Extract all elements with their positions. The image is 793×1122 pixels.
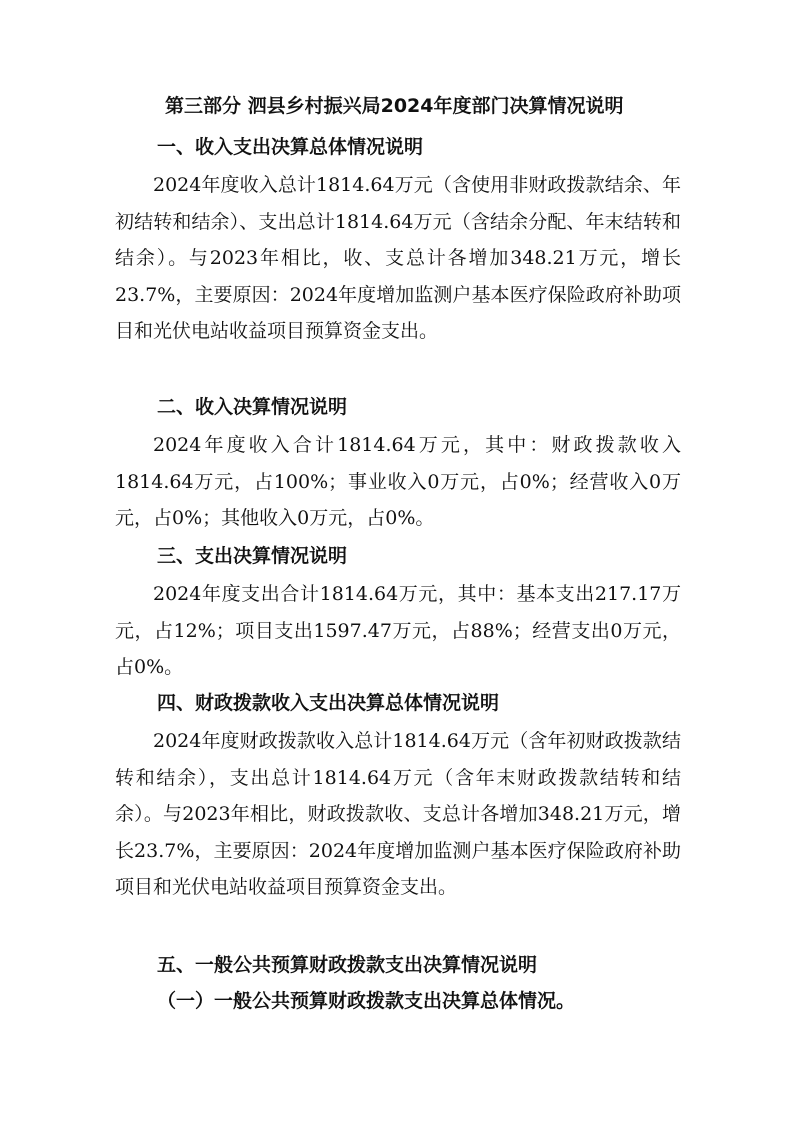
section-paragraph-4: 2024年度财政拨款收入总计1814.64万元（含年初财政拨款结转和结余），支出总计1814.64万元（含年末财政拨款结转和结余）。与2023年相比，财政拨款收、支总计各增加348.21万元，增长23.7%，主要原因：2024年度增加监测户基本医疗保险政府补助项目和光伏电站收益项目预算资金支出。 [115, 730, 681, 898]
section-heading-1: 一、收入支出决算总体情况说明 [157, 136, 424, 158]
section-paragraph-1: 2024年度收入总计1814.64万元（含使用非财政拨款结余、年初结转和结余）、支出总计1814.64万元（含结余分配、年末结转和结余）。与2023年相比，收、支总计各增加348.21万元，增长23.7%，主要原因：2024年度增加监测户基本医疗保险政府补助项目和光伏电站收益项目预算资金支出。 [115, 174, 681, 342]
section-heading-4: 四、财政拨款收入支出决算总体情况说明 [157, 692, 500, 714]
section-heading-3: 三、支出决算情况说明 [157, 545, 348, 567]
document-title: 第三部分 泗县乡村振兴局2024年度部门决算情况说明 [165, 95, 624, 117]
section-paragraph-2: 2024年度收入合计1814.64万元，其中：财政拨款收入1814.64万元，占100%；事业收入0万元，占0%；经营收入0万元，占0%；其他收入0万元，占0%。 [115, 434, 681, 529]
section-subheading-5-1: （一）一般公共预算财政拨款支出决算总体情况。 [157, 990, 576, 1012]
section-paragraph-3: 2024年度支出合计1814.64万元，其中：基本支出217.17万元，占12%；项目支出1597.47万元，占88%；经营支出0万元，占0%。 [115, 583, 681, 678]
section-heading-2: 二、收入决算情况说明 [157, 396, 348, 418]
section-heading-5: 五、一般公共预算财政拨款支出决算情况说明 [157, 954, 538, 976]
